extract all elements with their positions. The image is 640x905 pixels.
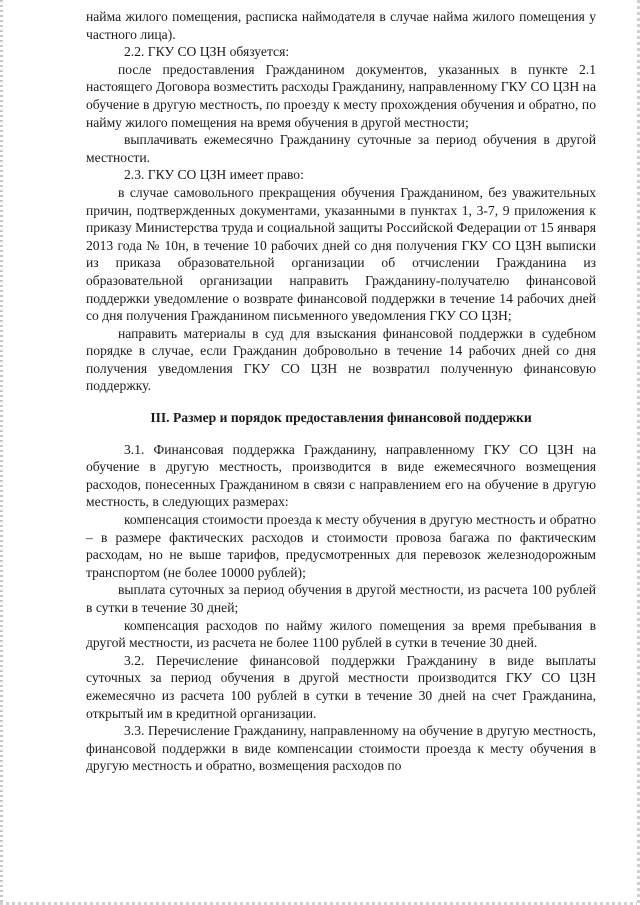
clause-2-2-title: 2.2. ГКУ СО ЦЗН обязуется: [124,44,290,60]
section-3-heading: III. Размер и порядок предоставления финансовой поддержки [150,410,532,426]
clause-3-1: 3.1. Финансовая поддержка Гражданину, направленному ГКУ СО ЦЗН на обучение в другую местность, производится в виде ежемесячного возмещения расходов, понесенных Гражданином в связи с направлением его на обучение в другую местность, в следующих размерах: [86,441,596,510]
clause-2-2-item-1: после предоставления Гражданином документов, указанных в пункте 2.1 настоящего Договора возместить расходы Гражданину, направленному ГКУ СО ЦЗН на обучение в другую местность, по проезду к месту прохождения обучения и обратно, по найму жилого помещения на время обучения в другой местности; [86,61,596,130]
clause-3-3: 3.3. Перечисление Гражданину, направленному на обучение в другую местность, финансовой поддержки в виде компенсации стоимости проезда к месту обучения в другую местность и обратно, возмещения расходов по [86,723,596,774]
clause-3-2: 3.2. Перечисление финансовой поддержки Гражданину в виде выплаты суточных за период обучения в другой местности производится ГКУ СО ЦЗН ежемесячно из расчета 100 рублей в сутки в течение 30 дней на счет Гражданина, открытый им в кредитной организации. [86,652,596,721]
clause-2-2-item-2: выплачивать ежемесячно Гражданину суточные за период обучения в другой местности. [86,132,596,165]
clause-3-1-item-2: выплата суточных за период обучения в другой местности, из расчета 100 рублей в сутки в течение 30 дней; [86,582,596,615]
clause-3-1-item-1: компенсация стоимости проезда к месту обучения в другую местность и обратно – в размере фактических расходов и стоимости провоза багажа по фактическим расходам, но не выше тарифов, предусмотренных для перевозок железнодорожным транспортом (не более 10000 рублей); [86,512,596,580]
clause-2-3-title: 2.3. ГКУ СО ЦЗН имеет право: [124,167,304,183]
clause-3-1-item-3: компенсация расходов по найму жилого помещения за время пребывания в другой местности, из расчета не более 1100 рублей в сутки в течение 30 дней. [86,617,596,651]
clause-2-3-item-2: направить материалы в суд для взыскания финансовой поддержки в судебном порядке в случае, если Гражданин добровольно в течение 14 рабочих дней со дня получения уведомления ГКУ СО ЦЗН не возвратил полученную финансовую поддержку. [86,325,596,394]
paragraph-intro: найма жилого помещения, расписка наймодателя в случае найма жилого помещения у частного лица). [86,9,596,42]
clause-2-3-item-1: в случае самовольного прекращения обучения Гражданином, без уважительных причин, подтвержденных документами, указанными в пунктах 1, 3-7, 9 приложения к приказу Министерства труда и социальной защиты Российской Федерации от 15 января 2013 года № 10н, в течение 10 рабочих дней со дня получения ГКУ СО ЦЗН выписки из приказа образовательной организации об отчислении Гражданина из образовательной организации направить Гражданину-получателю финансовой поддержки уведомление о возврате финансовой поддержки в течение 14 рабочих дней со дня получения Гражданином письменного уведомления ГКУ СО ЦЗН; [86,184,596,324]
